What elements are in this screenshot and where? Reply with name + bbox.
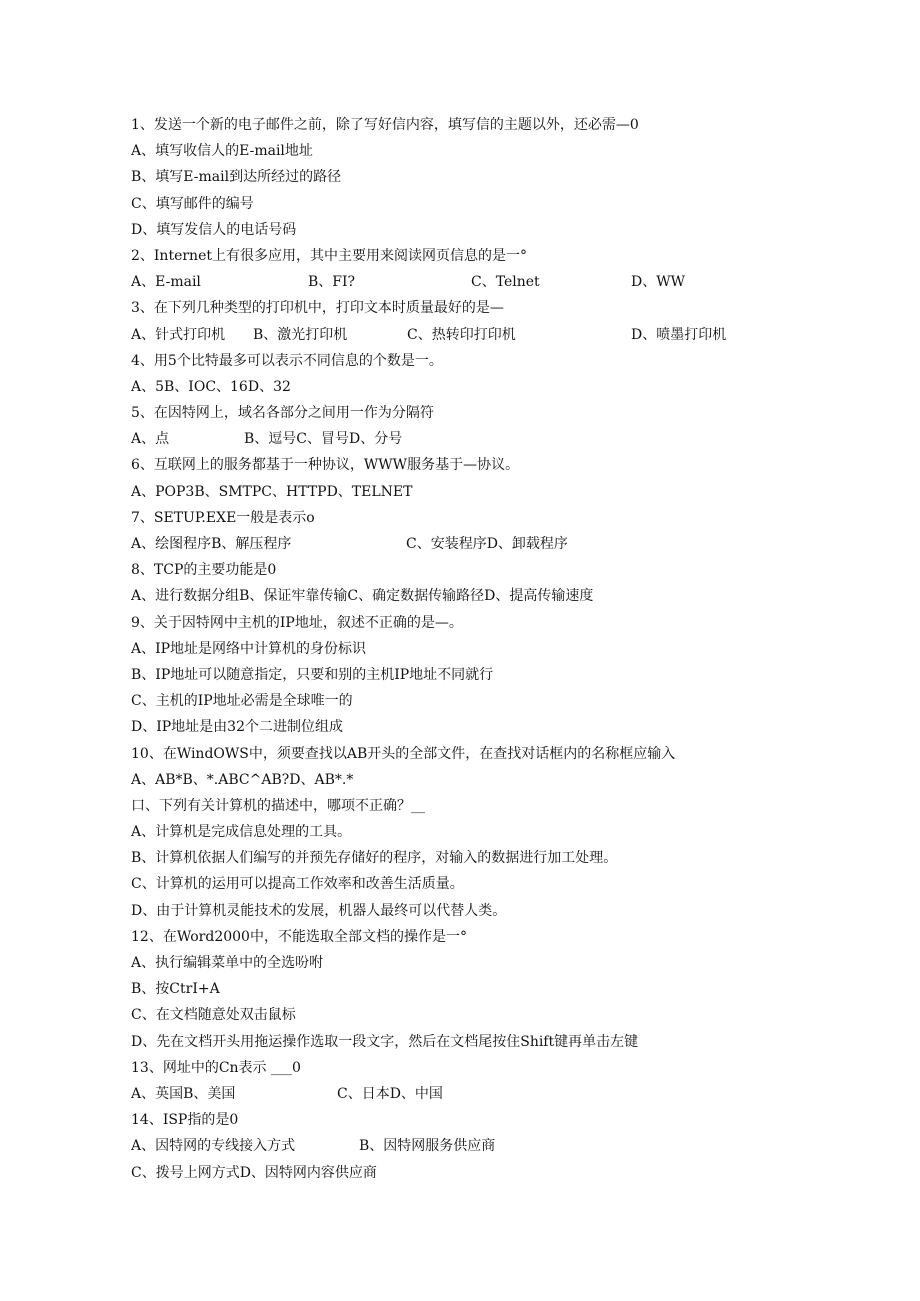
- answer-option-row: [131, 531, 851, 557]
- answer-option-row: [131, 1133, 851, 1159]
- question-stem: 3、在下列几种类型的打印机中，打印文本时质量最好的是—: [131, 300, 504, 317]
- answer-option-row: [131, 269, 851, 295]
- answer-option: A、点: [131, 431, 170, 448]
- question-stem: 2、Internet上有很多应用，其中主要用来阅读网页信息的是一°: [131, 247, 527, 264]
- answer-option: A、因特网的专线接入方式: [131, 1138, 296, 1155]
- answer-option: C、安装程序D、卸载程序: [406, 536, 568, 552]
- question-stem: 9、关于因特网中主机的IP地址，叙述不正确的是—。: [131, 614, 463, 631]
- answer-option-line: B、计算机依据人们编写的并预先存储好的程序，对输入的数据进行加工处理。: [131, 850, 618, 867]
- answer-option: D、喷墨打印机: [631, 326, 727, 343]
- question-stem: 13、网址中的Cn表示 ___0: [131, 1059, 301, 1076]
- answer-option-line: A、AB*B、*.ABC^AB?D、AB*.*: [131, 771, 354, 788]
- answer-option: A、E-mail: [131, 274, 201, 291]
- question-stem: 7、SETUP.EXE一般是表示o: [131, 509, 315, 526]
- answer-option-line: A、填写收信人的E-mail地址: [131, 143, 313, 160]
- question-stem: 12、在Word2000中，不能选取全部文档的操作是一°: [131, 928, 467, 945]
- answer-option: B、激光打印机: [253, 326, 348, 343]
- answer-option-line: A、进行数据分组B、保证牢靠传输C、确定数据传输路径D、提高传输速度: [131, 588, 594, 605]
- answer-option-row: [131, 322, 851, 348]
- question-stem: 6、互联网上的服务都基于一种协议，WWW服务基于—协议。: [131, 457, 520, 474]
- answer-option: C、日本D、中国: [337, 1085, 443, 1102]
- question-stem: 1、发送一个新的电子邮件之前，除了写好信内容，填写信的主题以外，还必需—0: [131, 117, 639, 133]
- answer-option-line: D、由于计算机灵能技术的发展，机器人最终可以代替人类。: [131, 902, 507, 919]
- answer-option-line: C、计算机的运用可以提高工作效率和改善生活质量。: [131, 876, 464, 893]
- answer-option-line: D、IP地址是由32个二进制位组成: [131, 719, 343, 736]
- question-stem: 4、用5个比特最多可以表示不同信息的个数是一。: [131, 352, 443, 369]
- answer-option-row: [131, 1081, 851, 1107]
- answer-option-line: A、POP3B、SMTPC、HTTPD、TELNET: [131, 483, 413, 500]
- question-stem: 5、在因特网上，域名各部分之间用一作为分隔符: [131, 405, 434, 422]
- question-stem: 10、在WindOWS中，须要查找以AB开头的全部文件，在查找对话框内的名称框应输入: [131, 745, 676, 762]
- answer-option-line: C、填写邮件的编号: [131, 195, 254, 212]
- answer-option-line: C、主机的IP地址必需是全球唯一的: [131, 693, 353, 710]
- answer-option-line: A、执行编辑菜单中的全选吩咐: [131, 955, 324, 971]
- answer-option: C、热转印打印机: [407, 326, 516, 343]
- answer-option-line: B、填写E-mail到达所经过的路径: [131, 169, 342, 186]
- answer-option: A、绘图程序B、解压程序: [131, 536, 292, 552]
- question-list: [131, 112, 851, 1186]
- answer-option-line: C、拨号上网方式D、因特网内容供应商: [131, 1164, 377, 1181]
- answer-option: A、针式打印机: [131, 326, 226, 343]
- answer-option-line: A、计算机是完成信息处理的工具。: [131, 824, 352, 841]
- answer-option: B、因特网服务供应商: [359, 1138, 496, 1155]
- answer-option: B、逗号C、冒号D、分号: [244, 431, 403, 448]
- answer-option: D、WW: [631, 274, 686, 291]
- answer-option-row: [131, 426, 851, 452]
- answer-option: B、FI?: [308, 274, 356, 291]
- answer-option-line: C、在文档随意处双击鼠标: [131, 1007, 296, 1024]
- answer-option-line: B、按CtrI+A: [131, 981, 220, 998]
- answer-option-line: B、IP地址可以随意指定，只要和别的主机IP地址不同就行: [131, 666, 494, 683]
- question-stem: 8、TCP的主要功能是0: [131, 562, 277, 579]
- answer-option-line: A、5B、IOC、16D、32: [131, 378, 291, 395]
- question-stem: 口、下列有关计算机的描述中，哪项不正确？__: [131, 797, 425, 814]
- question-stem: 14、ISP指的是0: [131, 1112, 239, 1129]
- answer-option-line: D、填写发信人的电话号码: [131, 221, 297, 238]
- answer-option-line: A、IP地址是网络中计算机的身份标识: [131, 640, 367, 657]
- answer-option: C、Telnet: [471, 274, 540, 291]
- answer-option-line: D、先在文档开头用拖运操作选取一段文字，然后在文档尾按住Shift键再单击左键: [131, 1033, 639, 1050]
- answer-option: A、英国B、美国: [131, 1085, 236, 1102]
